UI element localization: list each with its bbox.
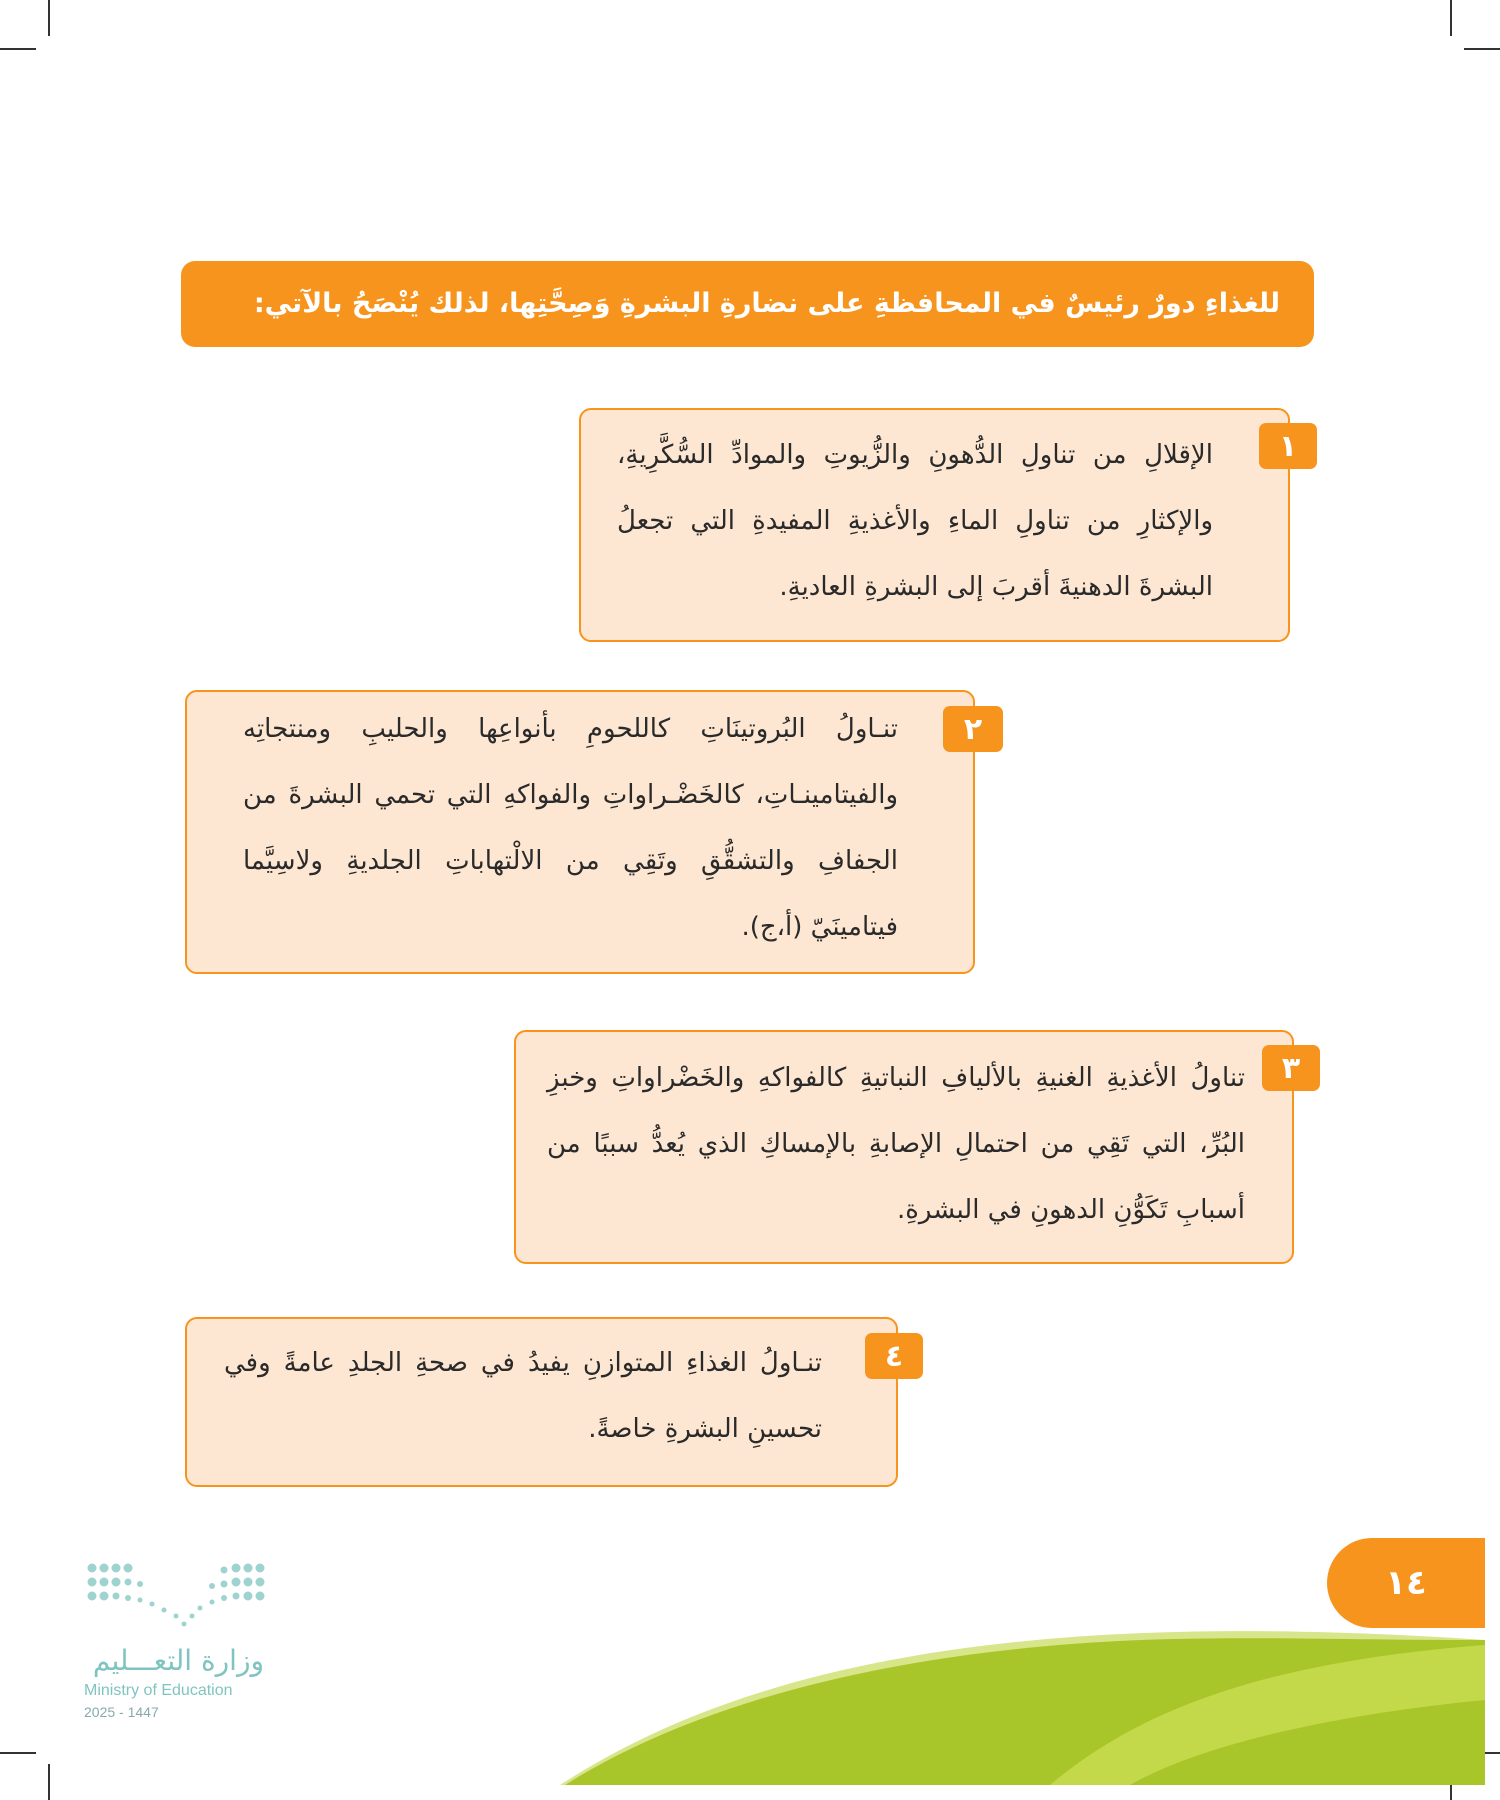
ministry-logo <box>84 1560 274 1720</box>
tip-number-badge-4: ٤ <box>865 1333 923 1379</box>
ministry-name-english: Ministry of Education <box>84 1682 233 1699</box>
edition-year: 2025 - 1447 <box>84 1704 159 1720</box>
tip-number-badge-2: ٢ <box>943 706 1003 752</box>
tip-text-3: تناولُ الأغذيةِ الغنيةِ بالأليافِ النباتيةِ كالفواكهِ والخَضْراواتِ وخبزِ البُرِّ، التي تَقِي من احتمالِ الإصابةِ بالإمساكِ الذي يُعدُّ سببًا من أسبابِ تَكَوُّنِ الدهونِ في البشرةِ. <box>547 1063 1245 1225</box>
tip-text-4: تنـاولُ الغذاءِ المتوازنِ يفيدُ في صحةِ الجلدِ عامةً وفي تحسينِ البشرةِ خاصةً. <box>224 1348 822 1444</box>
tip-number-badge-3: ٣ <box>1262 1045 1320 1091</box>
tip-number-badge-1: ١ <box>1259 423 1317 469</box>
intro-text: للغذاءِ دورٌ رئيسٌ في المحافظةِ على نضارةِ البشرةِ وَصِحَّتِها، لذلك يُنْصَحُ بالآتي: <box>253 287 1280 319</box>
ministry-name-arabic: وزارة التعـــليم <box>92 1644 264 1677</box>
ministry-dots-icon <box>84 1560 274 1630</box>
page-number: ١٤ <box>1327 1538 1485 1628</box>
tip-text-1: الإقلالِ من تناولِ الدُّهونِ والزُّيوتِ والموادِّ السُّكَّرِيةِ، والإكثارِ من تناولِ الماءِ والأغذيةِ المفيدةِ التي تجعلُ البشرةَ الدهنيةَ أقربَ إلى البشرةِ العاديةِ. <box>617 440 1213 602</box>
tip-text-2: تنـاولُ البُروتينَاتِ كاللحومِ بأنواعِها والحليبِ ومنتجاتِه والفيتامينـاتِ، كالخَضْـراواتِ والفواكهِ التي تحمي البشرةَ من الجفافِ والتشقُّقِ وتَقِي من الالْتهاباتِ الجلديةِ ولاسِيَّما فيتامينَيّ (أ،ج). <box>243 714 898 942</box>
